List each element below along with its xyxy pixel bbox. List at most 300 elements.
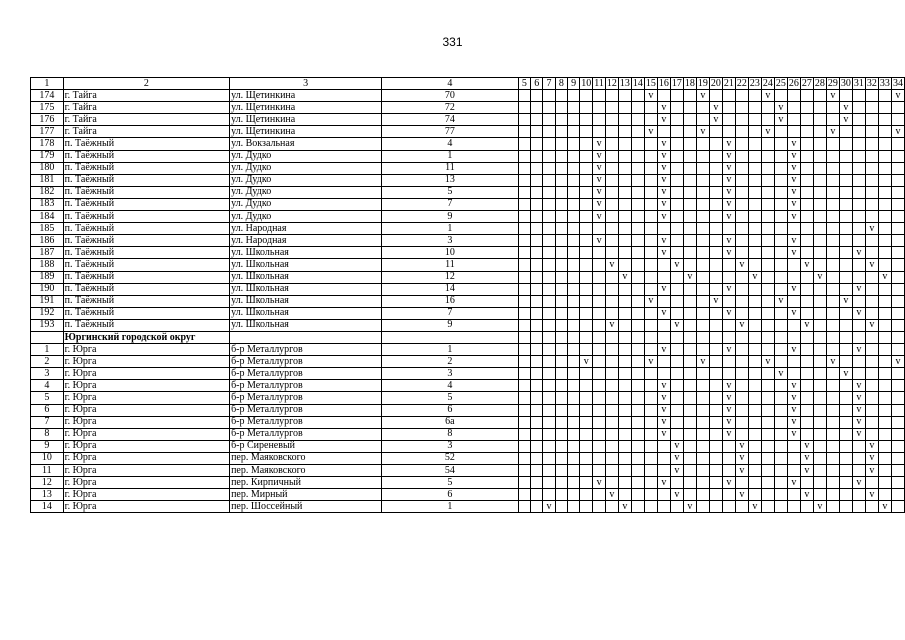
schedule-cell [605, 283, 618, 295]
schedule-cell [531, 356, 543, 368]
schedule-cell [605, 162, 618, 174]
schedule-cell [852, 271, 865, 283]
settlement-cell: п. Таёжный [63, 186, 229, 198]
schedule-cell [531, 465, 543, 477]
schedule-cell [696, 452, 709, 464]
schedule-cell [567, 259, 579, 271]
schedule-cell [605, 247, 618, 259]
schedule-mark: v [800, 489, 813, 501]
schedule-cell [580, 344, 593, 356]
house-cell: 10 [382, 247, 519, 259]
schedule-cell [891, 428, 904, 440]
schedule-cell [748, 186, 761, 198]
schedule-cell [618, 150, 631, 162]
table-row [31, 162, 905, 174]
house-cell: 54 [382, 465, 519, 477]
table-row [31, 477, 905, 489]
schedule-mark: v [593, 138, 606, 150]
schedule-cell [580, 368, 593, 380]
schedule-cell [543, 331, 555, 343]
schedule-mark: v [878, 271, 891, 283]
row-number-cell: 1 [31, 344, 64, 356]
schedule-cell [618, 138, 631, 150]
row-number-cell: 177 [31, 126, 64, 138]
schedule-cell [878, 452, 891, 464]
schedule-cell [761, 235, 774, 247]
schedule-cell [761, 211, 774, 223]
schedule-cell [839, 138, 852, 150]
schedule-cell [618, 404, 631, 416]
schedule-cell [593, 102, 606, 114]
settlement-cell: г. Юрга [63, 368, 229, 380]
schedule-mark: v [800, 440, 813, 452]
schedule-cell [543, 271, 555, 283]
schedule-cell [593, 392, 606, 404]
schedule-mark: v [735, 452, 748, 464]
schedule-mark: v [593, 235, 606, 247]
schedule-cell [644, 477, 657, 489]
schedule-cell [593, 356, 606, 368]
schedule-cell [878, 356, 891, 368]
schedule-cell [878, 174, 891, 186]
schedule-cell [722, 114, 735, 126]
schedule-cell [531, 186, 543, 198]
schedule-mark: v [709, 114, 722, 126]
schedule-cell [567, 186, 579, 198]
schedule-cell [722, 223, 735, 235]
schedule-cell [748, 331, 761, 343]
schedule-cell [631, 295, 644, 307]
schedule-cell [631, 477, 644, 489]
schedule-cell [518, 477, 530, 489]
schedule-cell [800, 150, 813, 162]
schedule-cell [826, 198, 839, 210]
schedule-mark: v [644, 90, 657, 102]
schedule-cell [531, 90, 543, 102]
table-row [31, 295, 905, 307]
schedule-cell [618, 247, 631, 259]
schedule-cell [865, 295, 878, 307]
schedule-cell [567, 368, 579, 380]
schedule-cell [555, 307, 567, 319]
schedule-cell [800, 356, 813, 368]
schedule-mark: v [787, 211, 800, 223]
schedule-mark: v [657, 198, 670, 210]
row-number-cell: 6 [31, 404, 64, 416]
schedule-cell [852, 126, 865, 138]
schedule-cell [709, 489, 722, 501]
header-cell: 9 [567, 78, 579, 90]
schedule-cell [683, 416, 696, 428]
schedule-cell [826, 295, 839, 307]
table-row [31, 368, 905, 380]
schedule-cell [696, 162, 709, 174]
schedule-cell [800, 198, 813, 210]
schedule-cell [518, 186, 530, 198]
schedule-cell [709, 138, 722, 150]
schedule-cell [891, 235, 904, 247]
schedule-mark: v [735, 465, 748, 477]
schedule-cell [543, 198, 555, 210]
schedule-cell [774, 174, 787, 186]
schedule-cell [852, 174, 865, 186]
schedule-cell [722, 440, 735, 452]
header-cell: 4 [382, 78, 519, 90]
schedule-cell [580, 174, 593, 186]
schedule-cell [531, 416, 543, 428]
schedule-cell [593, 271, 606, 283]
schedule-cell [709, 501, 722, 513]
schedule-mark: v [605, 259, 618, 271]
settlement-cell: п. Таёжный [63, 138, 229, 150]
schedule-cell [683, 368, 696, 380]
schedule-cell [683, 283, 696, 295]
header-cell: 20 [710, 77, 721, 89]
schedule-cell [852, 162, 865, 174]
schedule-cell [852, 150, 865, 162]
schedule-cell [618, 283, 631, 295]
table-row [31, 416, 905, 428]
schedule-cell [696, 283, 709, 295]
schedule-cell [748, 283, 761, 295]
schedule-cell [852, 501, 865, 513]
schedule-cell [891, 465, 904, 477]
schedule-mark: v [722, 198, 735, 210]
schedule-cell [531, 211, 543, 223]
street-cell: ул. Школьная [230, 307, 382, 319]
settlement-cell: г. Юрга [63, 440, 229, 452]
schedule-cell [543, 162, 555, 174]
schedule-mark: v [618, 501, 631, 513]
schedule-cell [787, 331, 800, 343]
schedule-cell [644, 319, 657, 331]
schedule-mark: v [865, 440, 878, 452]
settlement-cell: г. Юрга [63, 404, 229, 416]
schedule-mark: v [722, 404, 735, 416]
schedule-cell [800, 162, 813, 174]
schedule-cell [800, 247, 813, 259]
settlement-cell: п. Таёжный [63, 235, 229, 247]
schedule-cell [644, 138, 657, 150]
schedule-cell [580, 440, 593, 452]
schedule-cell [735, 331, 748, 343]
row-number-cell [31, 331, 64, 343]
schedule-cell [555, 126, 567, 138]
street-cell: б-р Металлургов [230, 344, 382, 356]
schedule-cell [531, 501, 543, 513]
schedule-cell [748, 162, 761, 174]
schedule-cell [787, 295, 800, 307]
schedule-mark: v [543, 501, 555, 513]
street-cell: б-р Металлургов [230, 392, 382, 404]
schedule-cell [826, 428, 839, 440]
schedule-cell [543, 416, 555, 428]
schedule-cell [631, 440, 644, 452]
header-cell: 21 [723, 77, 734, 89]
schedule-cell [878, 211, 891, 223]
schedule-cell [593, 319, 606, 331]
schedule-cell [605, 211, 618, 223]
schedule-cell [543, 368, 555, 380]
row-number-cell: 184 [31, 211, 64, 223]
schedule-cell [618, 344, 631, 356]
schedule-cell [865, 138, 878, 150]
schedule-cell [761, 477, 774, 489]
schedule-cell [748, 319, 761, 331]
row-number-cell: 12 [31, 477, 64, 489]
schedule-cell [774, 356, 787, 368]
row-number-cell: 187 [31, 247, 64, 259]
schedule-cell [531, 271, 543, 283]
schedule-cell [618, 186, 631, 198]
schedule-cell [531, 102, 543, 114]
table-row [31, 452, 905, 464]
schedule-cell [670, 477, 683, 489]
schedule-cell [644, 404, 657, 416]
schedule-cell [543, 174, 555, 186]
header-cell: 16 [658, 77, 669, 89]
schedule-cell [683, 150, 696, 162]
table-row [31, 198, 905, 210]
schedule-cell [518, 259, 530, 271]
schedule-cell [878, 440, 891, 452]
schedule-cell [696, 102, 709, 114]
schedule-cell [839, 380, 852, 392]
schedule-mark: v [787, 174, 800, 186]
schedule-mark: v [839, 114, 852, 126]
settlement-cell: г. Юрга [63, 477, 229, 489]
table-row [31, 150, 905, 162]
schedule-cell [555, 416, 567, 428]
schedule-cell [865, 162, 878, 174]
schedule-cell [891, 440, 904, 452]
schedule-cell [748, 380, 761, 392]
schedule-cell [518, 271, 530, 283]
schedule-cell [670, 307, 683, 319]
header-cell: 34 [892, 77, 903, 89]
schedule-cell [580, 416, 593, 428]
schedule-cell [518, 138, 530, 150]
schedule-cell [696, 319, 709, 331]
schedule-cell [852, 223, 865, 235]
schedule-cell [696, 186, 709, 198]
schedule-cell [826, 489, 839, 501]
schedule-cell [813, 114, 826, 126]
schedule-cell [618, 114, 631, 126]
schedule-cell [761, 150, 774, 162]
schedule-cell [531, 380, 543, 392]
schedule-cell [891, 380, 904, 392]
schedule-cell [555, 198, 567, 210]
street-cell: б-р Металлургов [230, 428, 382, 440]
schedule-cell [683, 174, 696, 186]
schedule-cell [761, 174, 774, 186]
schedule-cell [567, 174, 579, 186]
schedule-cell [891, 452, 904, 464]
schedule-cell [593, 90, 606, 102]
schedule-cell [543, 489, 555, 501]
settlement-cell: п. Таёжный [63, 150, 229, 162]
schedule-cell [605, 271, 618, 283]
schedule-cell [555, 259, 567, 271]
schedule-cell [813, 331, 826, 343]
schedule-cell [852, 259, 865, 271]
schedule-mark: v [696, 126, 709, 138]
schedule-cell [631, 174, 644, 186]
header-cell: 19 [697, 77, 708, 89]
table-row [31, 465, 905, 477]
schedule-cell [555, 295, 567, 307]
table-header-row [31, 78, 905, 90]
row-number-cell: 188 [31, 259, 64, 271]
schedule-cell [618, 223, 631, 235]
schedule-cell [761, 368, 774, 380]
house-cell: 1 [382, 501, 519, 513]
schedule-cell [683, 235, 696, 247]
schedule-cell [865, 126, 878, 138]
schedule-cell [826, 452, 839, 464]
schedule-cell [800, 380, 813, 392]
schedule-cell [618, 440, 631, 452]
schedule-cell [787, 452, 800, 464]
schedule-cell [593, 404, 606, 416]
table-row [31, 404, 905, 416]
house-cell: 1 [382, 344, 519, 356]
schedule-cell [543, 235, 555, 247]
schedule-cell [696, 223, 709, 235]
schedule-cell [683, 259, 696, 271]
house-cell: 6 [382, 404, 519, 416]
schedule-cell [878, 331, 891, 343]
street-cell: пер. Шоссейный [230, 501, 382, 513]
schedule-mark: v [670, 452, 683, 464]
schedule-mark: v [644, 295, 657, 307]
schedule-cell [839, 307, 852, 319]
schedule-cell [709, 356, 722, 368]
schedule-cell [891, 392, 904, 404]
schedule-cell [813, 283, 826, 295]
schedule-cell [696, 331, 709, 343]
schedule-cell [813, 90, 826, 102]
schedule-cell [761, 465, 774, 477]
schedule-cell [518, 90, 530, 102]
header-cell: 2 [63, 78, 229, 90]
house-cell: 6а [382, 416, 519, 428]
schedule-cell [748, 477, 761, 489]
schedule-cell [761, 331, 774, 343]
schedule-cell [518, 356, 530, 368]
schedule-cell [852, 90, 865, 102]
schedule-cell [761, 307, 774, 319]
schedule-cell [722, 271, 735, 283]
schedule-cell [567, 295, 579, 307]
schedule-cell [709, 223, 722, 235]
schedule-cell [709, 283, 722, 295]
schedule-cell [543, 259, 555, 271]
schedule-cell [696, 501, 709, 513]
schedule-cell [709, 307, 722, 319]
schedule-cell [709, 247, 722, 259]
schedule-cell [543, 186, 555, 198]
schedule-cell [657, 331, 670, 343]
schedule-cell [852, 211, 865, 223]
schedule-mark: v [657, 428, 670, 440]
schedule-cell [518, 331, 530, 343]
schedule-cell [531, 440, 543, 452]
schedule-cell [813, 126, 826, 138]
schedule-cell [813, 259, 826, 271]
schedule-cell [683, 356, 696, 368]
schedule-cell [631, 452, 644, 464]
schedule-cell [891, 477, 904, 489]
schedule-cell [644, 331, 657, 343]
schedule-cell [618, 428, 631, 440]
header-cell: 27 [801, 77, 812, 89]
schedule-cell [593, 344, 606, 356]
schedule-mark: v [722, 416, 735, 428]
schedule-cell [878, 186, 891, 198]
schedule-cell [631, 102, 644, 114]
schedule-cell [761, 259, 774, 271]
schedule-cell [567, 452, 579, 464]
schedule-cell [644, 271, 657, 283]
schedule-cell [605, 477, 618, 489]
schedule-cell [878, 295, 891, 307]
schedule-cell [644, 344, 657, 356]
schedule-mark: v [800, 465, 813, 477]
schedule-cell [800, 331, 813, 343]
schedule-cell [709, 174, 722, 186]
street-cell: ул. Дудко [230, 198, 382, 210]
schedule-cell [878, 150, 891, 162]
schedule-cell [839, 283, 852, 295]
schedule-mark: v [605, 319, 618, 331]
schedule-cell [518, 452, 530, 464]
schedule-cell [696, 344, 709, 356]
schedule-mark: v [605, 489, 618, 501]
schedule-cell [891, 331, 904, 343]
schedule-cell [605, 174, 618, 186]
schedule-cell [644, 259, 657, 271]
schedule-cell [644, 465, 657, 477]
schedule-cell [657, 440, 670, 452]
schedule-cell [774, 90, 787, 102]
schedule-cell [696, 368, 709, 380]
schedule-cell [735, 428, 748, 440]
settlement-cell: п. Таёжный [63, 223, 229, 235]
schedule-mark: v [800, 452, 813, 464]
schedule-cell [670, 344, 683, 356]
schedule-cell [878, 223, 891, 235]
schedule-cell [657, 319, 670, 331]
schedule-cell [787, 368, 800, 380]
schedule-cell [865, 477, 878, 489]
schedule-cell [593, 247, 606, 259]
schedule-mark: v [722, 162, 735, 174]
schedule-cell [891, 198, 904, 210]
schedule-cell [891, 150, 904, 162]
schedule-cell [696, 138, 709, 150]
schedule-mark: v [839, 368, 852, 380]
schedule-cell [813, 295, 826, 307]
schedule-mark: v [657, 211, 670, 223]
schedule-cell [826, 380, 839, 392]
schedule-cell [826, 114, 839, 126]
settlement-cell: п. Таёжный [63, 211, 229, 223]
schedule-cell [813, 186, 826, 198]
schedule-cell [774, 331, 787, 343]
schedule-cell [800, 223, 813, 235]
